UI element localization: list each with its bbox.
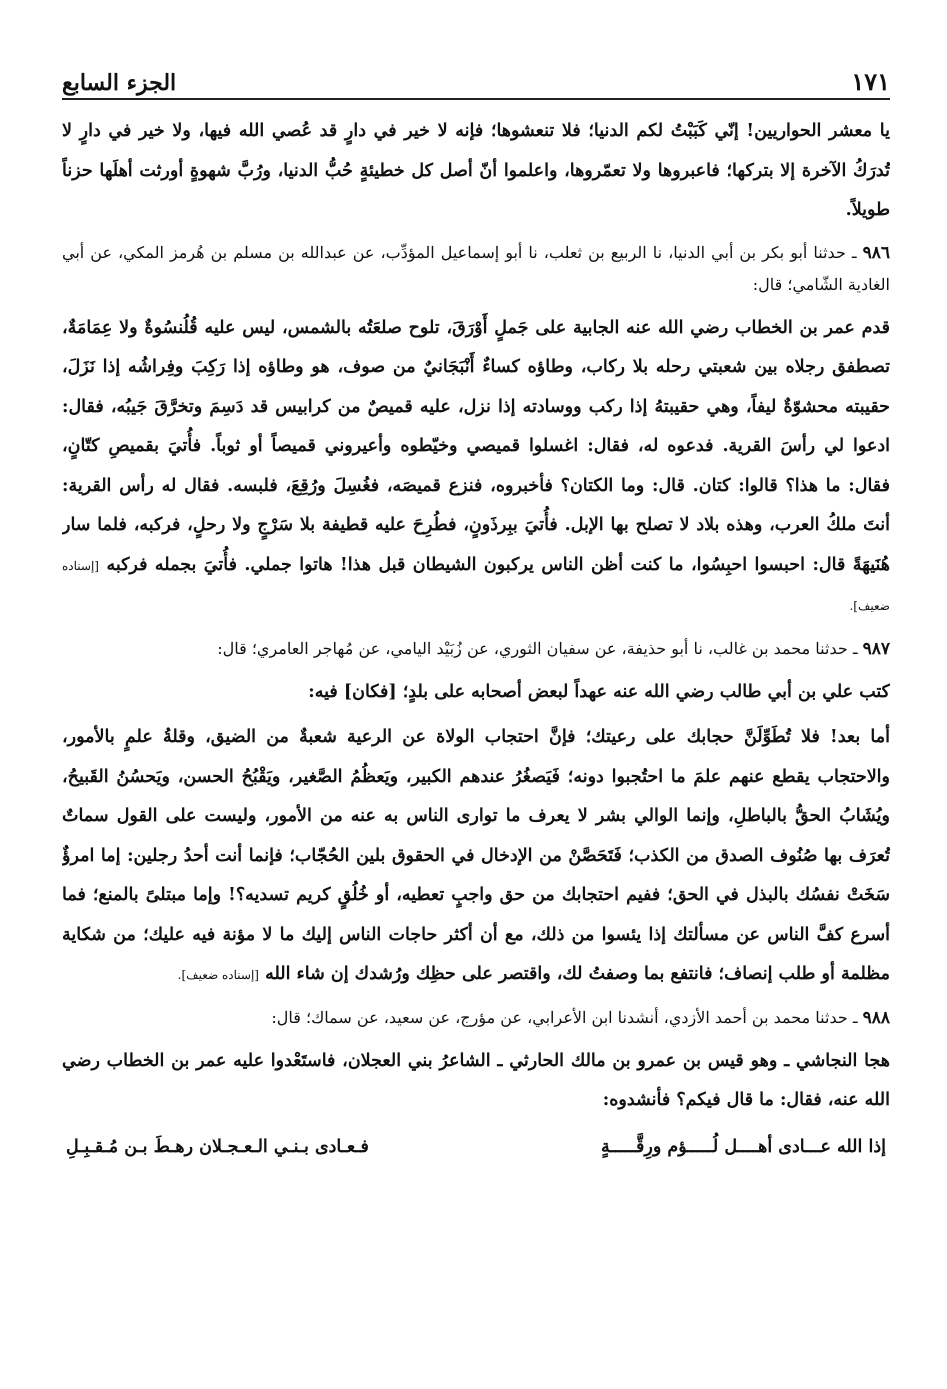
hadith-987-sanad: ـ حدثنا محمد بن غالب، نا أبو حذيفة، عن سفيان الثوري، عن زُبَيْد اليامي، عن مُهاجر العامري؛ قال: <box>217 638 858 658</box>
verse-first-hemistich: إذا الله عـــادى أهــــل لُـــــؤم ورِقَّـــــةٍ <box>601 1136 886 1157</box>
hadith-987-chain <box>62 633 890 665</box>
verse-second-hemistich: فـعـادى بـنـي الـعـجـلان رهـطَ بـن مُـقـبِـلِ <box>66 1136 369 1157</box>
hadith-986-text-block <box>62 309 890 627</box>
page-header <box>62 52 890 96</box>
paragraph-intro: يا معشر الحواريين! إنّي كَبَبْتُ لكم الدنيا؛ فلا تنعشوها؛ فإنه لا خير في دارٍ قد عُصي الله فيها، ولا خير في دارٍ لا تُدرَكُ الآخرة إلا بتركها؛ فاعبروها ولا تعمّروها، واعلموا أنّ أصل كل خطيئةٍ حُبُّ الدنيا، ورُبَّ شهوةٍ أورثت أهلَها حزناً طويلاً. <box>62 121 890 220</box>
header-rule <box>62 98 890 100</box>
hadith-988-text: هجا النجاشي ـ وهو قيس بن عمرو بن مالك الحارثي ـ الشاعرُ بني العجلان، فاستَعْدوا عليه عمر بن الخطاب رضي الله عنه، فقال: ما قال فيكم؟ فأنشدوه: <box>62 1050 890 1110</box>
page-content <box>62 112 890 1382</box>
hadith-986-text: قدم عمر بن الخطاب رضي الله عنه الجابية على جَملٍ أَوْرَقَ، تلوح صلعَتُه بالشمس، ليس عليه قُلُنسُوةٌ ولا عِمَامَةٌ، تصطفق رجلاه بين شعبتي رحله بلا ركاب، وطاؤه كساءٌ أَنْبَجَانيٌ من صوف، هو وطاؤه إذا رَكِبَ وفِراشُه إذا نَزَلَ، حقيبته محشوّةٌ ليفاً، وهي حقيبتهُ إذا ركب ووسادته إذا نزل، عليه قميصٌ من كرابيس قد دَسِمَ وتخرَّقَ جَيبُه، فقال: ادعوا لي رأسَ القرية. فدعوه له، فقال: اغسلوا قميصي وخيّطوه وأعيروني قميصاً أو ثوباً. فأُتيَ بقميصِ كتّانٍ، فقال: ما هذا؟ قالوا: كتان. قال: وما الكتان؟ فأخبروه، فنزع قميصَه، فغُسِلَ ورُقِعَ، فلبسه. فقال له رأس القرية: أنتَ ملكُ العرب، وهذه بلاد لا تصلح بها الإبل. فأُتيَ ببِرذَونٍ، فطُرِحَ عليه قطيفة بلا سَرْجٍ ولا رحلٍ، فركبه، فلما سار هُنَيهَةً قال: احبسوا احبِسُوا، ما كنت أظن الناس يركبون الشيطان قبل هذا! هاتوا جملي. فأُتيَ بجمله فركبه <box>62 317 890 575</box>
hadith-number-987: ٩٨٧ <box>862 638 890 659</box>
hadith-987-text: أما بعد! فلا تُطَوِّلَنَّ حجابك على رعيتك؛ فإنَّ احتجاب الولاة عن الرعية شعبةٌ من الضيق، وقلةُ علمٍ بالأمور، والاحتجاب يقطع عنهم علمَ ما احتُجبوا دونه؛ فَيَصغُرُ عندهم الكبير، ويَعظُمُ الصَّغير، ويَقْبُحُ الحسن، ويَحسُنُ القَبيحُ، ويُشَابُ الحقُّ بالباطلِ، وإنما الوالي بشر لا يعرف ما توارى الناس به عنه من الأمور، وليست على القول سماتٌ تُعرَف بها صُنُوف الصدق من الكذب؛ فَتَحَصَّنْ من الإدخال في الحقوق بلين الحُجّاب؛ فإنما أنت أحدُ رجلين: إما امرؤٌ سَخَتْ نفسُك بالبذل في الحق؛ ففيم احتجابك من حق واجبٍ تعطيه، أو خُلُقٍ كريم تسديه؟! وإما مبتلىً بالمنع؛ فما أسرع كفَّ الناس عن مسألتك إذا يئسوا من ذلك، مع أن أكثر حاجات الناس إليك ما لا مؤنة فيه عليك؛ من شكاية مظلمة أو طلب إنصاف؛ فانتفع بما وصفتُ لك، واقتصر على حظِك ورُشدك إن شاء الله <box>62 727 890 984</box>
hadith-987-grading: [إسناده ضعيف]. <box>177 968 259 982</box>
hadith-986-chain <box>62 237 890 301</box>
running-title: الجزء السابع <box>62 70 177 96</box>
hadith-987-intro: كتب علي بن أبي طالب رضي الله عنه عهداً لبعض أصحابه على بلدٍ؛ [فكان] فيه: <box>308 681 890 702</box>
hadith-986-grading: [إسناده ضعيف]. <box>62 558 890 613</box>
hadith-number-988: ٩٨٨ <box>862 1007 890 1028</box>
hadith-987-text-block <box>62 718 890 996</box>
hadith-988-chain <box>62 1002 890 1034</box>
page-number: ١٧١ <box>851 67 890 96</box>
hadith-988-sanad: ـ حدثنا محمد بن أحمد الأزدي، أنشدنا ابن الأعرابي، عن مؤرج، عن سعيد، عن سماك؛ قال: <box>271 1007 858 1027</box>
hadith-number-986: ٩٨٦ <box>862 242 890 263</box>
hadith-986-sanad: ـ حدثنا أبو بكر بن أبي الدنيا، نا الربيع بن ثعلب، نا أبو إسماعيل المؤدِّب، عن عبدالله بن مسلم بن هُرمز المكي، عن أبي الغادية الشّامي؛ قال: <box>62 242 890 294</box>
poem-verse <box>62 1127 890 1167</box>
